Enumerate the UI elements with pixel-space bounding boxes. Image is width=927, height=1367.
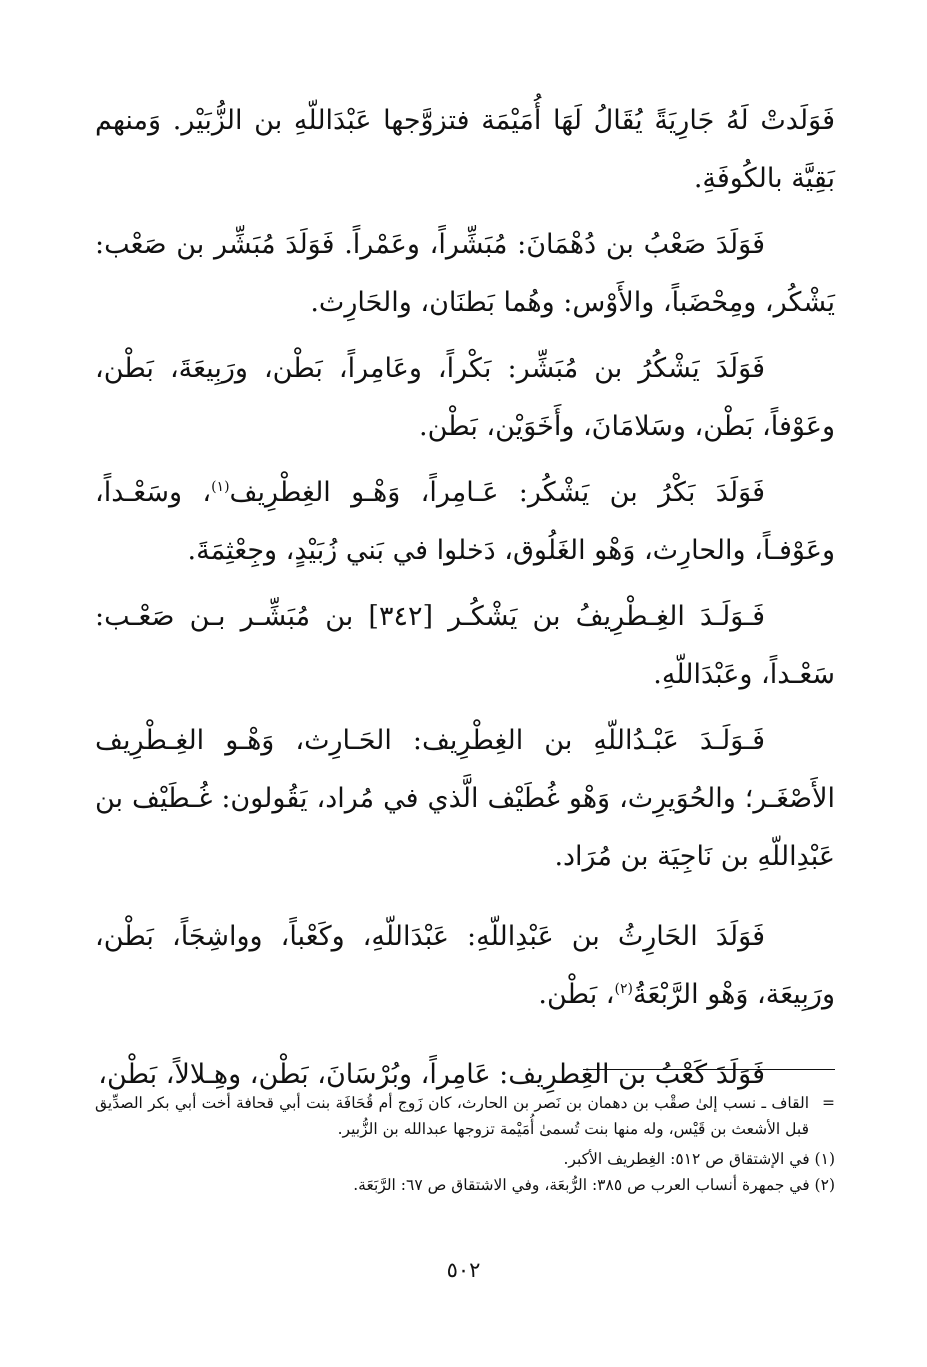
footnote-2 [95, 1172, 835, 1198]
paragraph-6 [95, 908, 835, 1024]
footnote-ref-1[interactable]: (١) [211, 479, 230, 495]
paragraph-text: فَوَلَدتْ لَهُ جَارِيَةً يُقَالُ لَهَا أُمَيْمَة فتزوَّجها عَبْدَاللّهِ بن الزُّبَيْر. وَمنهم بَقِيَّة بالكُوفَةِ. [95, 105, 835, 194]
footnote-text: (٢) في جمهرة أنساب العرب ص ٣٨٥: الرُّبعَة، وفي الاشتقاق ص ٦٧: الرَّبَعَة. [353, 1176, 835, 1194]
footnote-ref-2[interactable]: (٢) [614, 981, 633, 997]
main-text [95, 92, 835, 1112]
paragraph-text: فَوَلَدَ الحَارِثُ بن عَبْدِاللّهِ: عَبْدَاللّهِ، وكَعْباً، وواشِجَاً، بَطْن، ورَبِيعَة، وَهْو الرَّبْعَةُ [95, 921, 835, 1010]
paragraph-text: ، وسَعْـداً، وعَوْفـاً، والحارِث، وَهْو الغَلُوق، دَخلوا في بَني زُبَيْدٍ، وجِعْثِمَةَ. [95, 477, 835, 566]
paragraph-text: ، بَطْن. [538, 979, 615, 1010]
paragraph-0 [95, 92, 835, 208]
paragraph-text: فَـوَلَـدَ الغِـطْرِيفُ بن يَشْكُـر [٣٤٢] بن مُبَشِّـر بـن صَعْـب: سَعْـداً، وعَبْدَاللّهِ. [95, 601, 835, 690]
paragraph-3 [95, 464, 835, 580]
footnotes [95, 1090, 835, 1198]
paragraph-2 [95, 340, 835, 456]
paragraph-1 [95, 216, 835, 332]
paragraph-4 [95, 588, 835, 704]
footnote-text: (١) في الإشتقاق ص ٥١٢: الغِطريف الأكبر. [563, 1150, 835, 1168]
continuation-mark: = [822, 1094, 835, 1112]
footnote-divider [583, 1069, 835, 1070]
paragraph-text: فَوَلَدَ يَشْكُرُ بن مُبَشِّر: بَكْراً، وعَامِراً، بَطْن، ورَبِيعَةَ، بَطْن، وعَوْفاً، بَطْن، وسَلامَانَ، وأَخَوَيْن، بَطْن. [95, 353, 835, 442]
footnote-1 [95, 1146, 835, 1172]
paragraph-text: فَوَلَدَ كَعْبُ بن الغِطرِيف: عَامِراً، وبُرْسَانَ، بَطْن، وهِـلالاً، بَطْن، [98, 1059, 765, 1090]
paragraph-text: فَوَلَدَ صَعْبُ بن دُهْمَانَ: مُبَشِّراً، وعَمْراً. فَوَلَدَ مُبَشِّر بن صَعْب: يَشْكُر، ومِحْضَباً، والأَوْس: وهُما بَطنَان، والحَارِث. [95, 229, 835, 318]
paragraph-5 [95, 712, 835, 886]
paragraph-text: فَـوَلَـدَ عَبْـدُاللّهِ بن الغِطْرِيف: الحَـارِث، وَهْـو الغِـطْرِيف الأَصْغَـر؛ والحُوَيرِث، وَهْو غُطَيْف الَّذي في مُراد، يَقُولون: غُـطَيْف بن عَبْدِاللّهِ بن نَاجِيَة بن مُرَاد. [95, 725, 835, 872]
paragraph-text: فَوَلَدَ بَكْرُ بن يَشْكُر: عَـامِراً، وَهْـو الغِطْرِيف [229, 477, 765, 508]
page-number: ٥٠٢ [446, 1258, 481, 1282]
footnote-continuation [95, 1090, 835, 1142]
footnote-text: القاف ـ نسب إلىٰ صقْب بن دهمان بن نَصر بن الحارث، كان زَوج أم قُحَافَة بنت أبي قحافة أخت أبي بكر الصدِّيق قبل الأشعث بن قَيْس، وله منها بنت تُسمىٰ أُمَيْمة تزوجها عبدالله بن الزُّبير. [95, 1094, 809, 1138]
